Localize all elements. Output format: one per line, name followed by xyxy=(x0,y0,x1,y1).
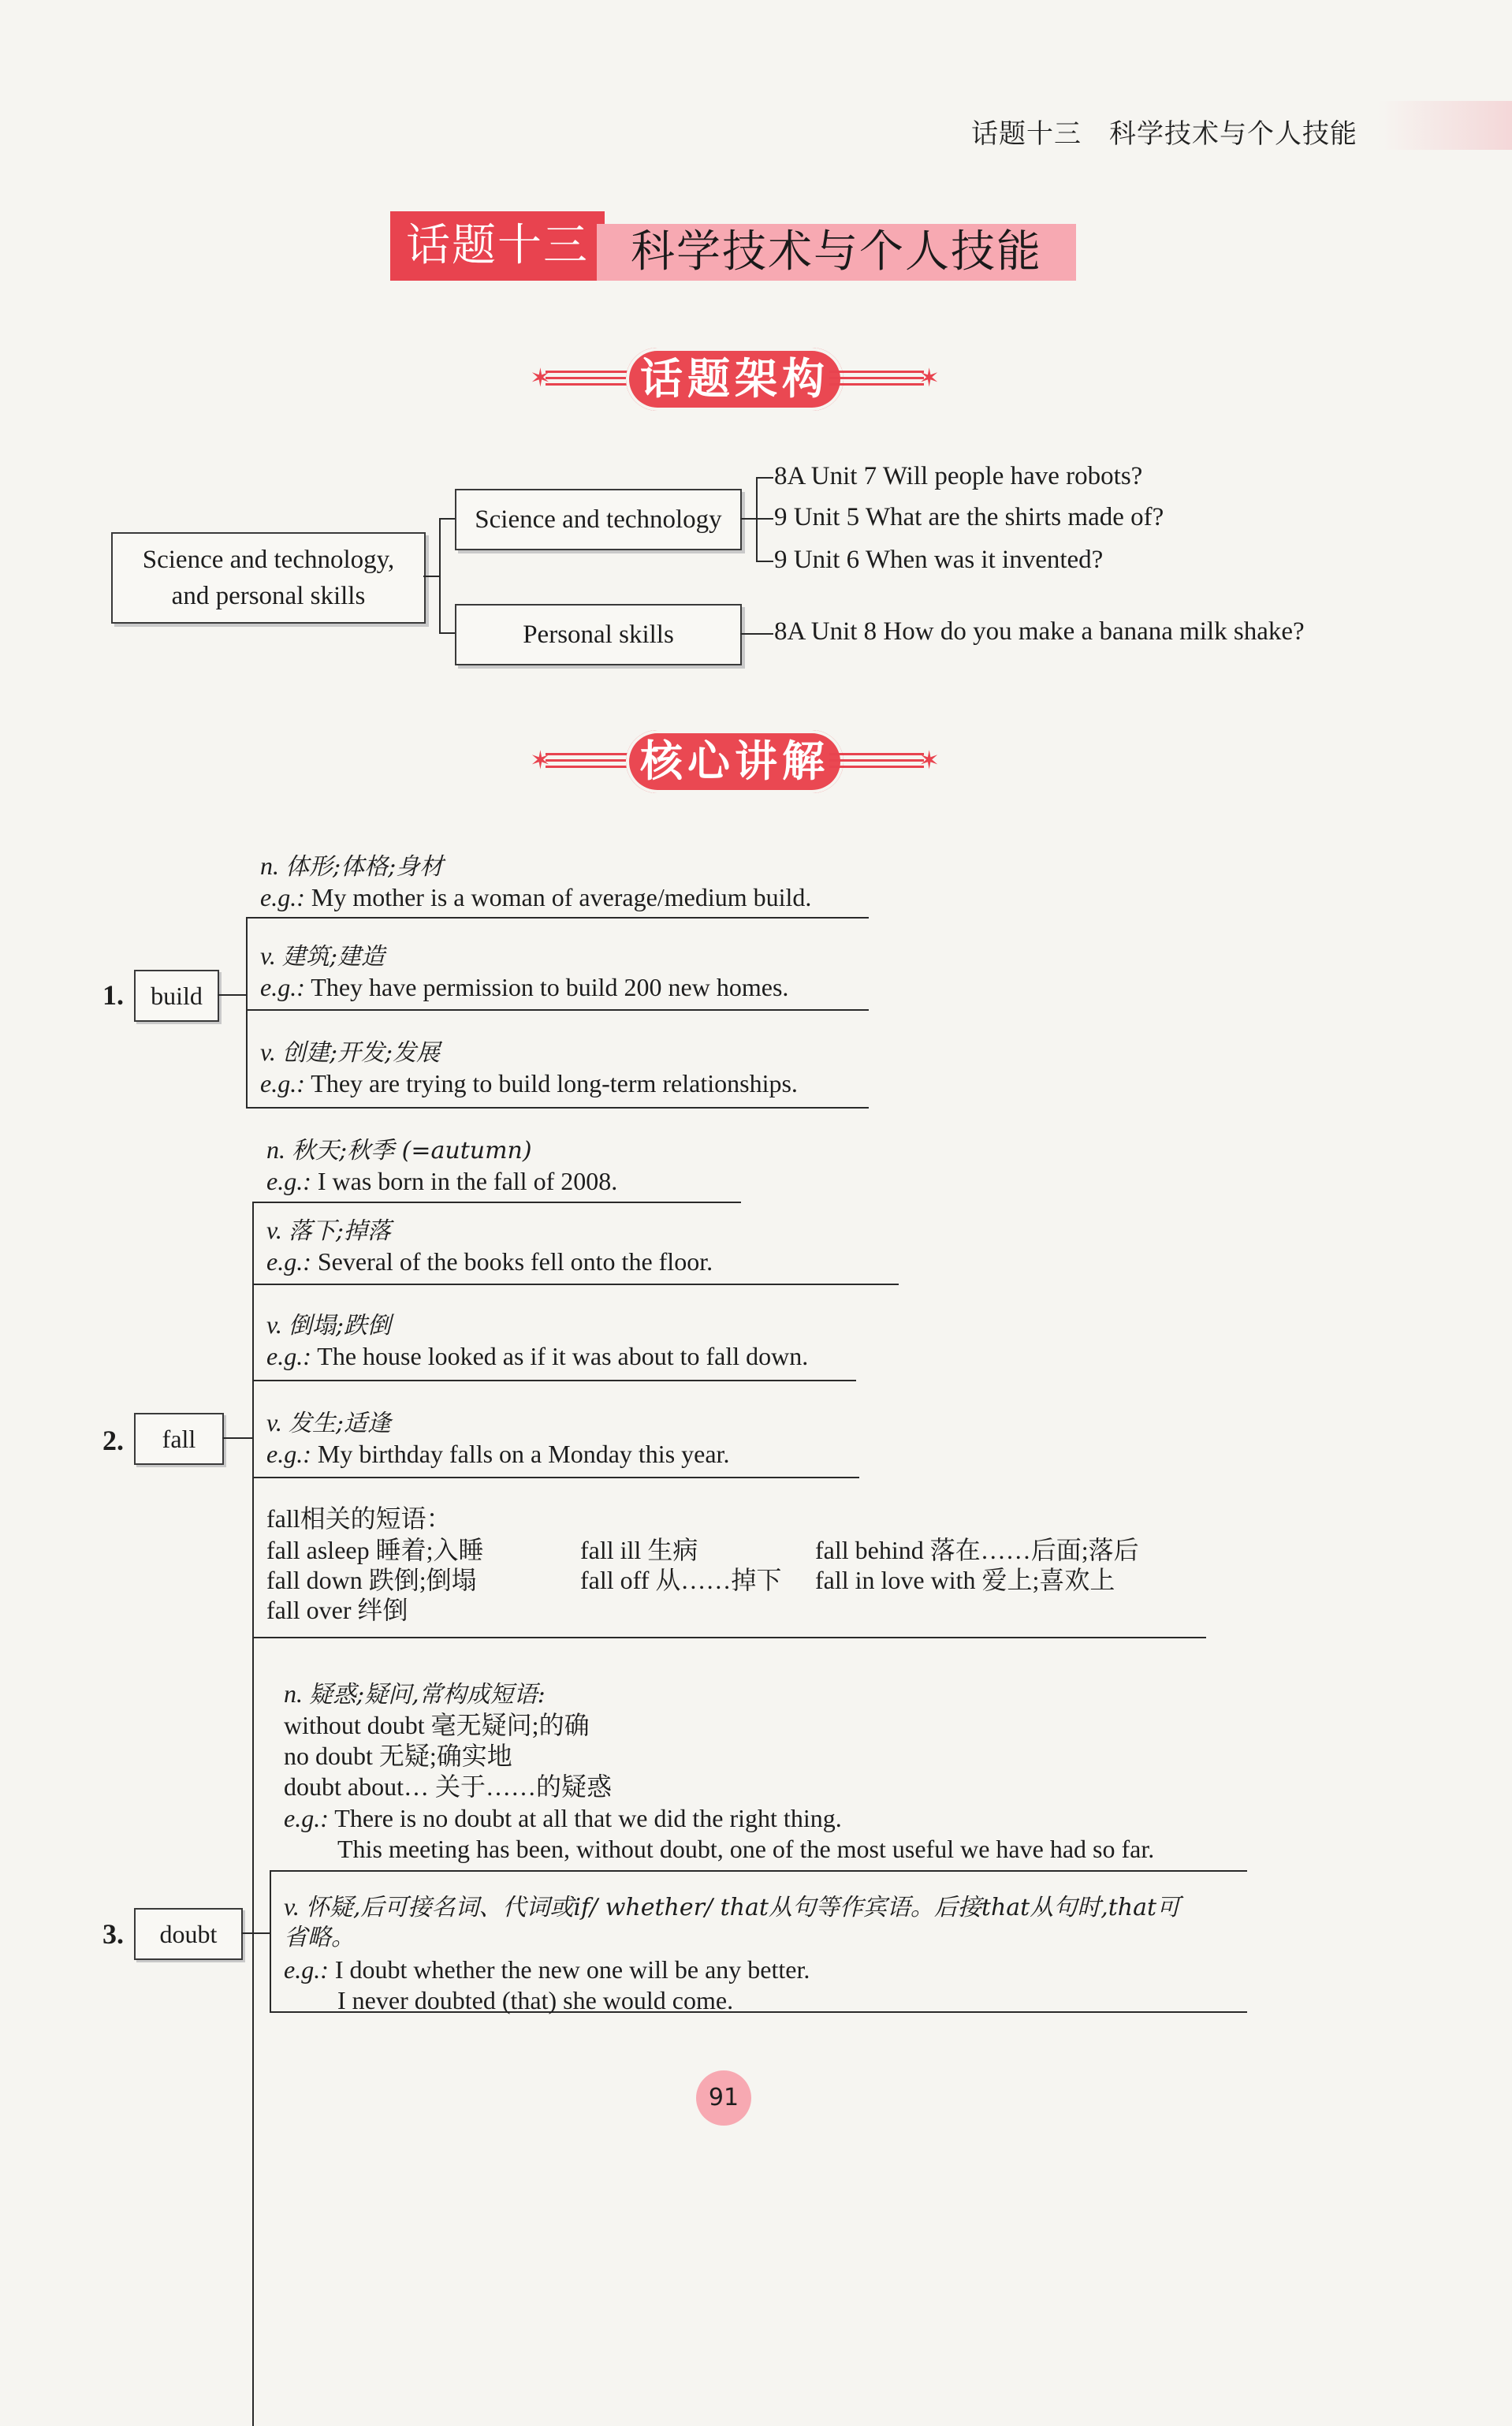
framework-root-box xyxy=(111,532,426,624)
word-box-doubt xyxy=(134,1908,243,1960)
sense-example: e.g.: I doubt whether the new one will be any better. xyxy=(284,1955,810,1984)
sense-example: e.g.: Several of the books fell onto the floor. xyxy=(266,1247,713,1276)
entry-number: 3. xyxy=(102,1918,124,1950)
section-header-core xyxy=(530,730,940,793)
branch-box-science xyxy=(455,489,742,550)
sense-def: v. 创建;开发;发展 xyxy=(260,1038,441,1067)
sense-example: e.g.: My mother is a woman of average/medium build. xyxy=(260,883,812,911)
headword: build xyxy=(151,982,203,1010)
sense-example: I never doubted (that) she would come. xyxy=(337,1986,734,2014)
sense-def: n. 体形;体格;身材 xyxy=(260,852,444,881)
star-icon: ✶ xyxy=(918,745,940,775)
unit-item: 8A Unit 8 How do you make a banana milk shake? xyxy=(774,617,1305,646)
decor-stripes xyxy=(829,749,924,774)
root-line-1: Science and technology, xyxy=(142,546,395,574)
section-title: 话题架构 xyxy=(626,348,844,411)
phrase-item: no doubt 无疑;确实地 xyxy=(284,1742,512,1770)
sense-def: n. 秋天;秋季 (=autumn) xyxy=(266,1135,532,1165)
phrase-item: fall ill 生病 xyxy=(580,1536,698,1564)
header-accent-band xyxy=(1378,101,1512,150)
sense-example: e.g.: I was born in the fall of 2008. xyxy=(266,1167,618,1195)
sense-example: e.g.: They are trying to build long-term relationships. xyxy=(260,1069,798,1097)
phrase-item: fall asleep 睡着;入睡 xyxy=(266,1536,484,1564)
sense-def: v. 建筑;建造 xyxy=(260,941,385,971)
phrases-title: fall相关的短语： xyxy=(266,1504,452,1533)
branch-label: Science and technology xyxy=(475,505,722,534)
decor-stripes xyxy=(829,367,924,392)
topic-title-banner xyxy=(390,211,1076,281)
entry-number: 2. xyxy=(102,1425,124,1456)
phrase-item: fall over 绊倒 xyxy=(266,1596,408,1624)
sense-def: n. 疑惑;疑问,常构成短语: xyxy=(284,1679,546,1709)
unit-item: 9 Unit 6 When was it invented? xyxy=(774,546,1104,574)
phrase-item: doubt about… 关于……的疑惑 xyxy=(284,1772,612,1801)
sense-example: e.g.: There is no doubt at all that we did the right thing. xyxy=(284,1804,842,1832)
star-icon: ✶ xyxy=(530,745,551,775)
sense-def: v. 怀疑,后可接名词、代词或if/ whether/ that从句等作宾语。后接that从句时,that可 xyxy=(284,1892,1181,1921)
sense-example: e.g.: My birthday falls on a Monday this year. xyxy=(266,1440,730,1468)
branch-box-skills xyxy=(455,604,742,665)
star-icon: ✶ xyxy=(918,363,940,393)
sense-example: This meeting has been, without doubt, one of the most useful we have had so far. xyxy=(337,1835,1155,1863)
topic-number: 话题十三 xyxy=(390,211,605,281)
phrase-item: fall off 从……掉下 xyxy=(580,1566,782,1594)
phrase-item: fall in love with 爱上;喜欢上 xyxy=(815,1566,1115,1594)
phrase-item: fall behind 落在……后面;落后 xyxy=(815,1536,1139,1564)
phrase-item: fall down 跌倒;倒塌 xyxy=(266,1566,477,1594)
sense-def: v. 倒塌;跌倒 xyxy=(266,1310,391,1340)
phrase-item: without doubt 毫无疑问;的确 xyxy=(284,1711,590,1739)
entry-number: 1. xyxy=(102,979,124,1011)
section-title: 核心讲解 xyxy=(626,730,844,793)
sense-example: e.g.: The house looked as if it was about to fall down. xyxy=(266,1342,809,1370)
section-header-framework xyxy=(530,348,940,411)
branch-label: Personal skills xyxy=(523,620,674,649)
headword: fall xyxy=(162,1425,196,1453)
root-line-2: and personal skills xyxy=(171,582,366,610)
topic-title: 科学技术与个人技能 xyxy=(597,224,1076,281)
sense-def: v. 落下;掉落 xyxy=(266,1216,391,1245)
headword: doubt xyxy=(159,1920,218,1948)
sense-example: e.g.: They have permission to build 200 new homes. xyxy=(260,973,789,1001)
unit-item: 8A Unit 7 Will people have robots? xyxy=(774,462,1143,490)
word-box-fall xyxy=(134,1413,224,1465)
sense-def: v. 发生;适逢 xyxy=(266,1408,391,1437)
sense-def-cont: 省略。 xyxy=(284,1924,355,1951)
running-head: 话题十三 科学技术与个人技能 xyxy=(971,118,1357,150)
word-box-build xyxy=(134,970,219,1022)
page-number: 91 xyxy=(696,2070,751,2126)
star-icon: ✶ xyxy=(530,363,551,393)
unit-item: 9 Unit 5 What are the shirts made of? xyxy=(774,503,1164,531)
